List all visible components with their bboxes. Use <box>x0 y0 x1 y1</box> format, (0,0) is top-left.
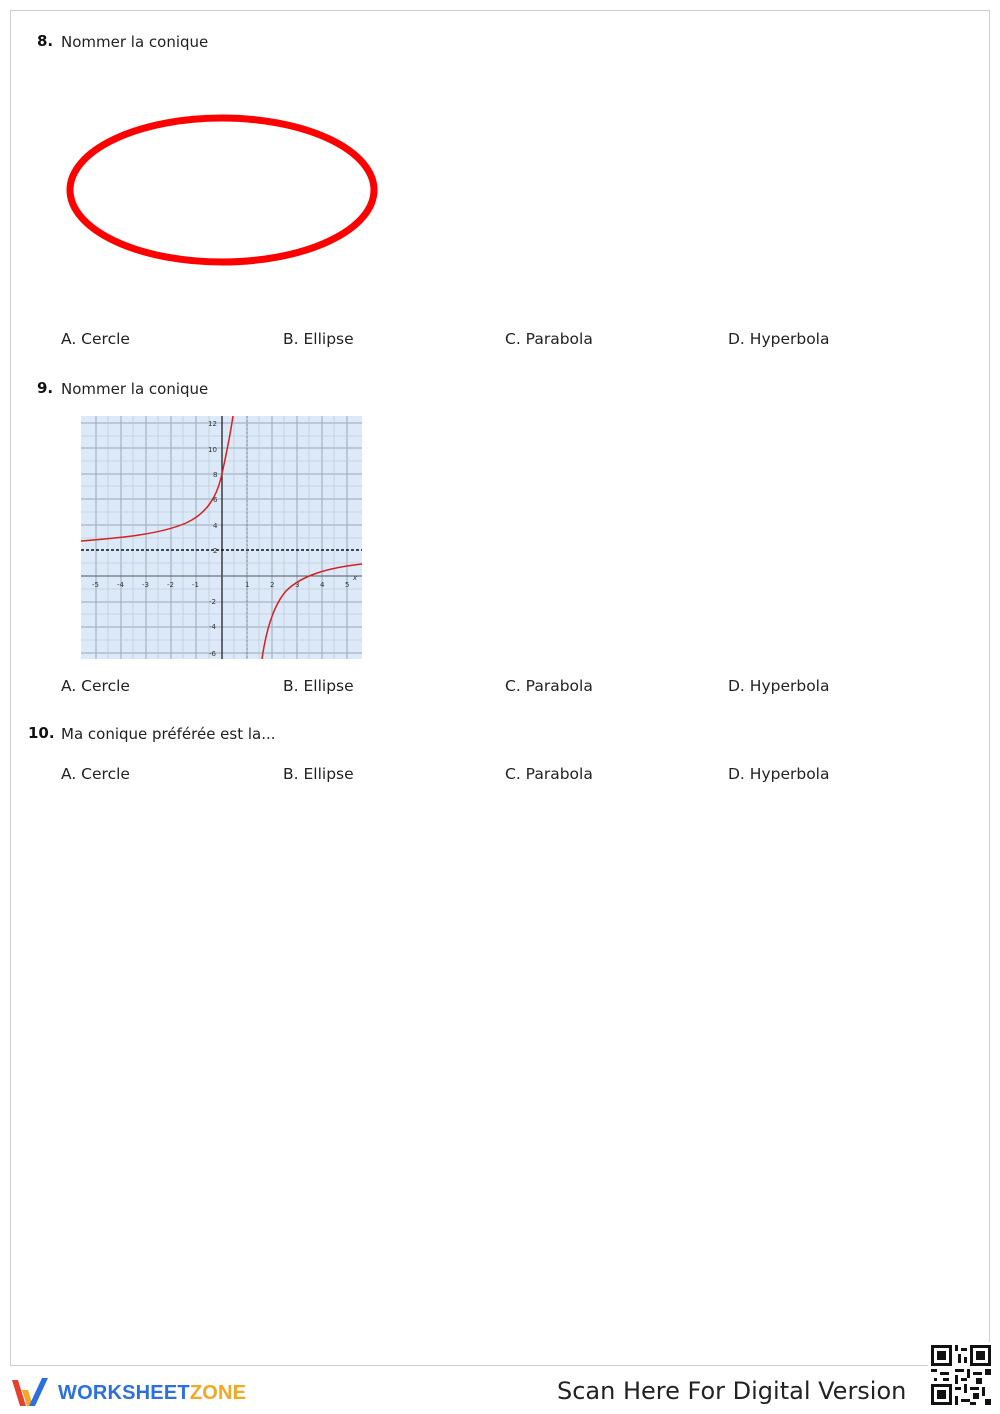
svg-text:12: 12 <box>208 420 217 428</box>
svg-text:5: 5 <box>345 581 350 589</box>
question-9-option-a[interactable]: A. Cercle <box>61 677 130 695</box>
question-8-option-b[interactable]: B. Ellipse <box>283 330 354 348</box>
question-10-option-a[interactable]: A. Cercle <box>61 765 130 783</box>
svg-text:4: 4 <box>320 581 325 589</box>
svg-text:-5: -5 <box>92 581 99 589</box>
svg-text:2: 2 <box>213 547 218 555</box>
question-9-text: Nommer la conique <box>61 380 209 398</box>
question-9-number: 9. <box>37 379 54 397</box>
qr-code-icon <box>928 1342 994 1408</box>
question-8-option-c[interactable]: C. Parabola <box>505 330 593 348</box>
svg-text:6: 6 <box>213 496 218 504</box>
svg-text:2: 2 <box>270 581 275 589</box>
red-ellipse-figure <box>64 112 380 270</box>
question-8-option-d[interactable]: D. Hyperbola <box>728 330 830 348</box>
question-9-option-d[interactable]: D. Hyperbola <box>728 677 830 695</box>
w-logo-icon <box>10 1376 50 1410</box>
question-10-option-b[interactable]: B. Ellipse <box>283 765 354 783</box>
hyperbola-graph-figure <box>81 416 362 659</box>
svg-text:-2: -2 <box>167 581 174 589</box>
question-10-option-c[interactable]: C. Parabola <box>505 765 593 783</box>
svg-text:3: 3 <box>295 581 300 589</box>
svg-text:-6: -6 <box>209 650 216 658</box>
svg-text:-1: -1 <box>192 581 199 589</box>
question-8-option-a[interactable]: A. Cercle <box>61 330 130 348</box>
question-8-number: 8. <box>37 32 54 50</box>
svg-text:1: 1 <box>245 581 250 589</box>
question-10-number: 10. <box>28 724 55 742</box>
svg-text:8: 8 <box>213 471 218 479</box>
svg-text:10: 10 <box>208 446 217 454</box>
question-10-text: Ma conique préférée est la... <box>61 725 276 743</box>
scan-instruction: Scan Here For Digital Version <box>557 1377 907 1405</box>
svg-text:-3: -3 <box>142 581 149 589</box>
svg-text:-4: -4 <box>209 623 216 631</box>
qr-code[interactable] <box>928 1342 994 1408</box>
svg-text:x: x <box>353 574 358 582</box>
question-10-option-d[interactable]: D. Hyperbola <box>728 765 830 783</box>
svg-text:4: 4 <box>213 522 218 530</box>
question-9-option-b[interactable]: B. Ellipse <box>283 677 354 695</box>
worksheetzone-logo <box>10 1376 246 1410</box>
svg-text:-2: -2 <box>209 598 216 606</box>
svg-text:-4: -4 <box>117 581 124 589</box>
question-9-option-c[interactable]: C. Parabola <box>505 677 593 695</box>
question-8-text: Nommer la conique <box>61 33 209 51</box>
brand-name: WORKSHEETZONE <box>58 1381 247 1404</box>
